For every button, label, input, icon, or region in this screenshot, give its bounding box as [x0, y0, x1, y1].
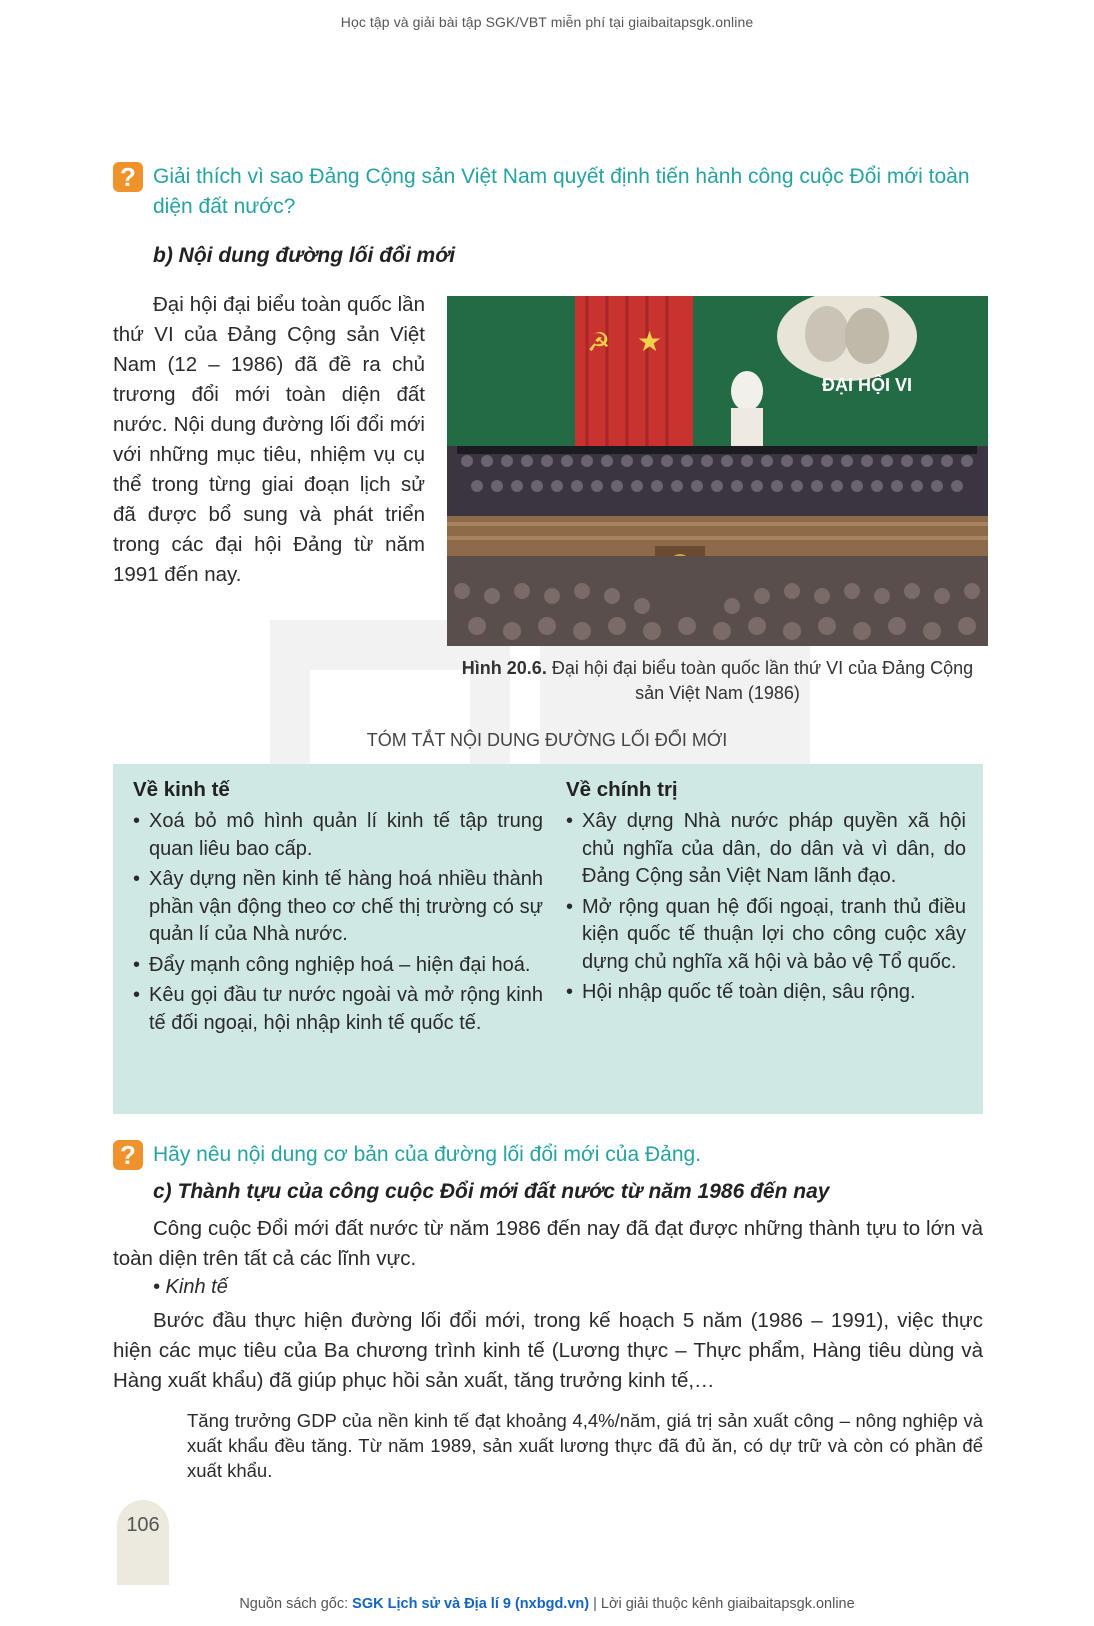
economy-bullet: • Kinh tế [153, 1276, 228, 1298]
section-c-paragraph-2 [113, 1306, 983, 1396]
question-1-text: Giải thích vì sao Đảng Cộng sản Việt Nam quyết định tiến hành công cuộc Đổi mới toàn diện đất nước? [153, 165, 970, 218]
list-item: • Đẩy mạnh công nghiệp hoá – hiện đại hoá. [133, 952, 543, 980]
summary-economy-heading: Về kinh tế [133, 778, 230, 801]
list-item: • Hội nhập quốc tế toàn diện, sâu rộng. [566, 979, 966, 1007]
list-item: • Xây dựng nền kinh tế hàng hoá nhiều thành phần vận động theo cơ chế thị trường có sự quản lí của Nhà nước. [133, 866, 543, 949]
congress-photo [447, 296, 988, 646]
list-item: • Mở rộng quan hệ đối ngoại, tranh thủ điều kiện quốc tế thuận lợi cho công cuộc xây dựng chủ nghĩa xã hội và bảo vệ Tổ quốc. [566, 894, 966, 977]
list-item: • Kêu gọi đầu tư nước ngoài và mở rộng kinh tế đối ngoại, hội nhập kinh tế quốc tế. [133, 982, 543, 1037]
summary-politics-column [566, 778, 966, 1010]
footer-source-link[interactable]: SGK Lịch sử và Địa lí 9 (nxbgd.vn) [352, 1596, 590, 1612]
banner-text: ĐẠI HỘI VI [822, 375, 913, 395]
caption-label: Hình 20.6. [461, 658, 547, 678]
question-1 [113, 162, 983, 222]
caption-text: Đại hội đại biểu toàn quốc lần thứ VI của Đảng Cộng sản Việt Nam (1986) [551, 658, 974, 703]
question-2-text: Hãy nêu nội dung cơ bản của đường lối đổi mới của Đảng. [153, 1143, 702, 1166]
question-icon: ? [113, 1140, 143, 1170]
question-2 [113, 1140, 983, 1170]
svg-text:★: ★ [637, 325, 663, 358]
summary-politics-heading: Về chính trị [566, 778, 678, 801]
footer-prefix: Nguồn sách gốc: [239, 1596, 349, 1612]
list-item: • Xây dựng Nhà nước pháp quyền xã hội chủ nghĩa của dân, do dân và vì dân, do Đảng Cộng sản Việt Nam lãnh đạo. [566, 808, 966, 891]
header-note: Học tập và giải bài tập SGK/VBT miễn phí tại giaibaitapsgk.online [340, 14, 754, 30]
section-c-heading: c) Thành tựu của công cuộc Đổi mới đất nước từ năm 1986 đến nay [153, 1180, 830, 1203]
section-b-text: Đại hội đại biểu toàn quốc lần thứ VI của Đảng Cộng sản Việt Nam (12 – 1986) đã đề ra chủ trương đổi mới toàn diện đất nước. Nội dung đường lối đổi mới với những mục tiêu, nhiệm vụ cụ thể trong từng giai đoạn lịch sử đã được bổ sung và phát triển trong các đại hội Đảng từ năm 1991 đến nay. [113, 293, 425, 586]
footer-suffix: | Lời giải thuộc kênh giaibaitapsgk.online [593, 1596, 855, 1612]
summary-economy-column [133, 778, 543, 1040]
question-icon: ? [113, 162, 143, 192]
list-item: • Xoá bỏ mô hình quản lí kinh tế tập trung quan liêu bao cấp. [133, 808, 543, 863]
page-number: 106 [117, 1500, 169, 1585]
section-b-heading: b) Nội dung đường lối đổi mới [153, 244, 456, 267]
section-c-text-1: Công cuộc Đổi mới đất nước từ năm 1986 đến nay đã đạt được những thành tựu to lớn và toàn diện trên tất cả các lĩnh vực. [113, 1217, 983, 1270]
section-c-text-2: Bước đầu thực hiện đường lối đổi mới, trong kế hoạch 5 năm (1986 – 1991), việc thực hiện các mục tiêu của Ba chương trình kinh tế (Lương thực – Thực phẩm, Hàng tiêu dùng và Hàng xuất khẩu) đã giúp phục hồi sản xuất, tăng trưởng kinh tế,… [113, 1309, 983, 1392]
svg-text:☭: ☭ [587, 328, 611, 358]
gdp-note: Tăng trưởng GDP của nền kinh tế đạt khoảng 4,4%/năm, giá trị sản xuất công – nông nghiệp và xuất khẩu đều tăng. Từ năm 1989, sản xuất lương thực đã đủ ăn, có dự trữ và còn có phần để xuất khẩu. [187, 1410, 983, 1481]
footer-note [0, 1596, 1094, 1612]
section-b-paragraph [113, 290, 425, 590]
figure-caption [447, 656, 988, 706]
summary-box [113, 764, 983, 1114]
summary-title: TÓM TẮT NỘI DUNG ĐƯỜNG LỐI ĐỔI MỚI [366, 730, 728, 750]
section-c-paragraph-1 [113, 1214, 983, 1274]
